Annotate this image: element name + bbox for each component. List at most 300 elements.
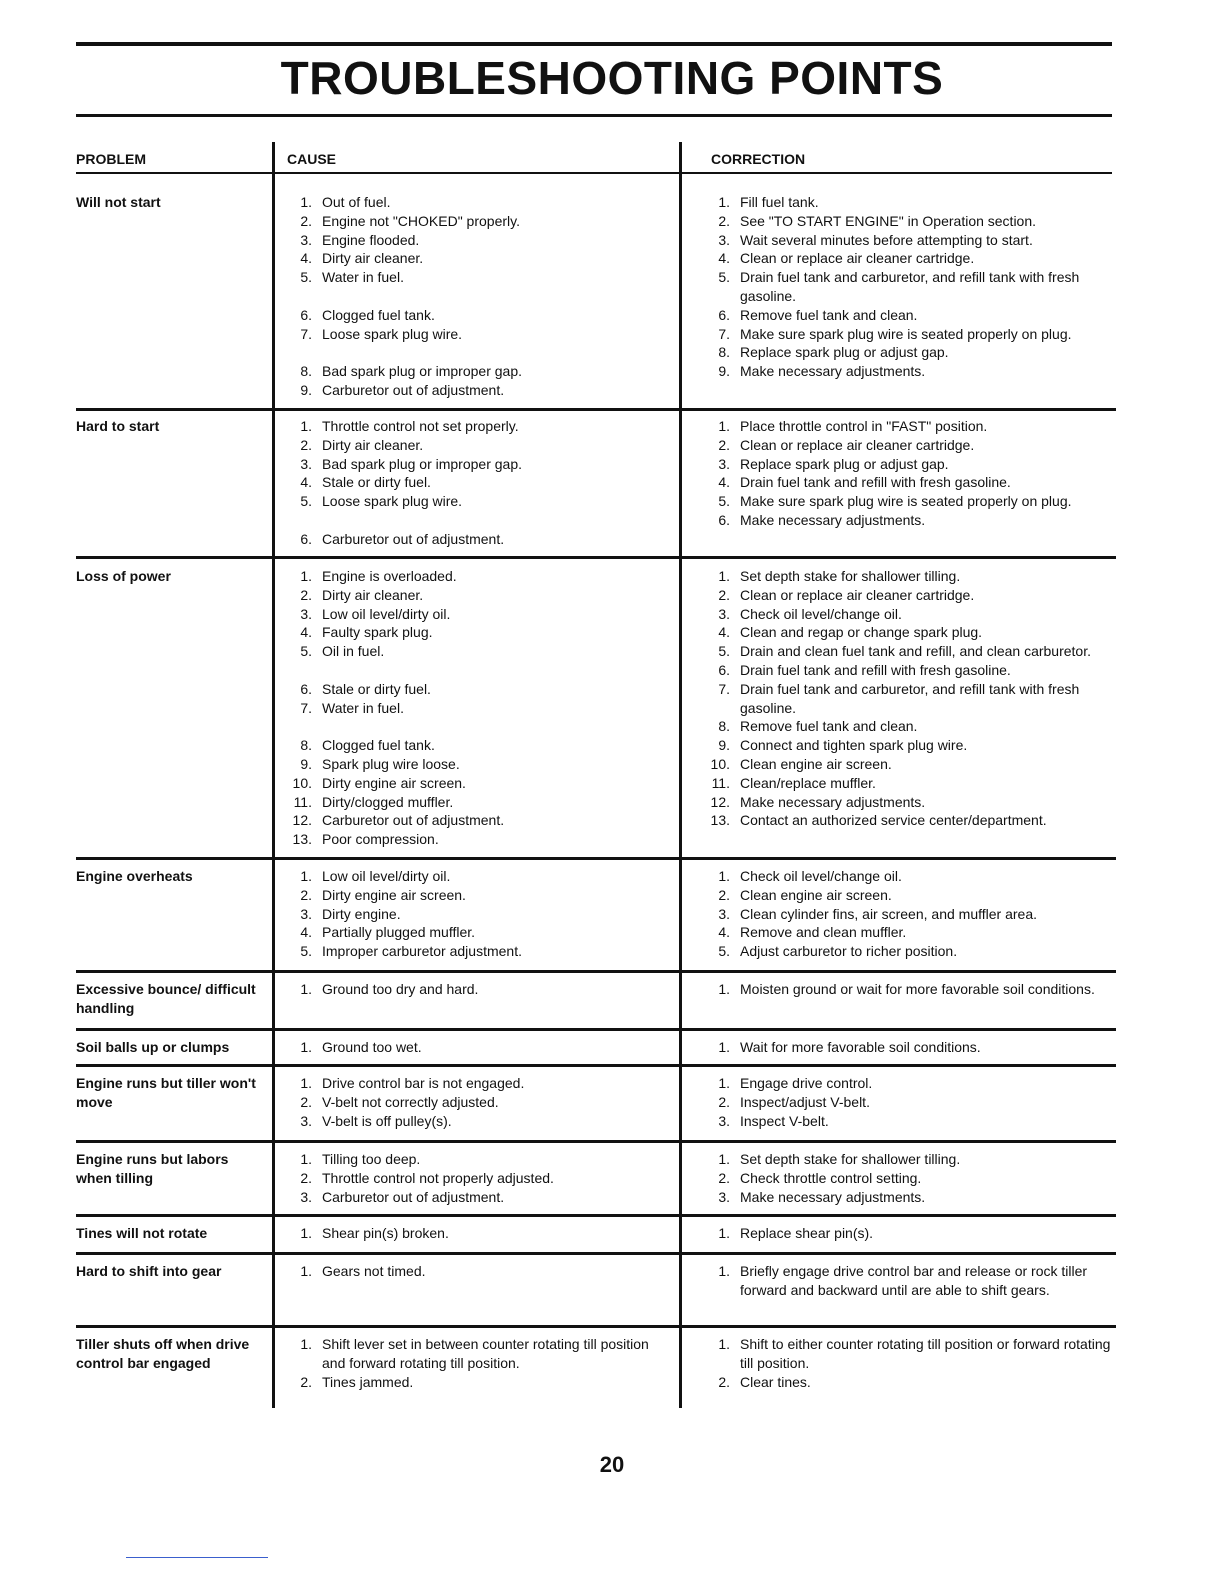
row-rule <box>76 1140 1116 1143</box>
item-number: 2. <box>300 1093 312 1110</box>
item-text: Contact an authorized service center/department. <box>740 812 1047 829</box>
correction-cell <box>704 1335 1114 1391</box>
item-text: Low oil level/dirty oil. <box>322 605 451 622</box>
item-number: 12. <box>292 812 312 829</box>
item-number: 8. <box>718 718 730 735</box>
cause-item <box>286 755 676 774</box>
problem-cell: Engine overheats <box>76 868 193 884</box>
correction-item <box>704 231 1114 250</box>
correction-item <box>704 923 1114 942</box>
item-number: 2. <box>718 436 730 453</box>
cause-item <box>286 436 676 455</box>
correction-item <box>704 1373 1114 1392</box>
cause-item <box>286 417 676 436</box>
item-text: Throttle control not set properly. <box>322 418 519 434</box>
correction-item <box>704 249 1114 268</box>
item-number: 5. <box>300 643 312 660</box>
item-number: 1. <box>300 868 312 884</box>
problem-cell: Excessive bounce/ difficult handling <box>76 981 256 1016</box>
item-number: 1. <box>718 418 730 434</box>
item-text: Carburetor out of adjustment. <box>322 1188 505 1205</box>
table-row <box>76 1028 1116 1064</box>
item-text: Adjust carburetor to richer position. <box>740 943 958 960</box>
item-number: 1. <box>718 1039 730 1055</box>
item-text: Wait several minutes before attempting to start. <box>740 231 1033 248</box>
cause-cell <box>286 980 676 999</box>
item-text: Clean or replace air cleaner cartridge. <box>740 250 975 267</box>
item-number: 4. <box>718 474 730 491</box>
cause-item <box>286 980 676 999</box>
correction-item <box>704 455 1114 474</box>
row-rule <box>76 556 1116 559</box>
item-text: Water in fuel. <box>322 699 404 716</box>
problem-cell: Tines will not rotate <box>76 1225 208 1241</box>
item-text: Carburetor out of adjustment. <box>322 530 505 547</box>
page-number: 20 <box>599 1452 625 1477</box>
item-number: 11. <box>711 774 730 791</box>
cause-item <box>286 680 676 699</box>
item-number: 1. <box>300 1225 312 1241</box>
problem-cell: Engine runs but labors when tilling <box>76 1151 229 1186</box>
cause-item <box>286 623 676 642</box>
item-number: 7. <box>718 680 730 697</box>
item-text: Clogged fuel tank. <box>322 306 435 323</box>
item-text: Make necessary adjustments. <box>740 793 926 810</box>
item-text: Dirty/clogged muffler. <box>322 793 454 810</box>
item-text: Clean cylinder fins, air screen, and muffler area. <box>740 905 1037 922</box>
cause-cell <box>286 867 676 961</box>
item-number: 5. <box>300 269 312 286</box>
correction-cell <box>704 1224 1114 1243</box>
table-row <box>76 176 1116 408</box>
problem-cell: Soil balls up or clumps <box>76 1039 230 1055</box>
item-number: 9. <box>300 381 312 398</box>
cause-cell <box>286 1038 676 1057</box>
item-text: Moisten ground or wait for more favorable soil conditions. <box>740 981 1095 997</box>
title-rule <box>76 114 1112 117</box>
correction-item <box>704 1150 1114 1169</box>
item-text: Replace spark plug or adjust gap. <box>740 455 949 472</box>
item-number: 6. <box>300 680 312 697</box>
item-number: 2. <box>718 586 730 603</box>
item-number: 1. <box>718 1225 730 1241</box>
item-text: Drain and clean fuel tank and refill, and clean carburetor. <box>740 643 1091 660</box>
correction-item <box>704 567 1114 586</box>
row-rule <box>76 857 1116 860</box>
table-row <box>76 970 1116 1028</box>
item-text: Low oil level/dirty oil. <box>322 868 451 884</box>
correction-item <box>704 867 1114 886</box>
item-text: Make necessary adjustments. <box>740 511 926 528</box>
table-row <box>76 556 1116 857</box>
item-text: Drain fuel tank and carburetor, and refill tank with fresh gasoline. <box>740 680 1080 716</box>
correction-item <box>704 1188 1114 1207</box>
header-correction: CORRECTION <box>711 151 806 167</box>
correction-item <box>704 306 1114 325</box>
cause-item <box>286 567 676 586</box>
correction-cell <box>704 1262 1114 1300</box>
cause-item <box>286 1262 676 1281</box>
item-number: 2. <box>718 886 730 903</box>
cause-item <box>286 736 676 755</box>
cause-item <box>286 1335 676 1373</box>
item-text: Dirty air cleaner. <box>322 250 424 267</box>
top-rule <box>76 42 1112 46</box>
item-text: Clear tines. <box>740 1373 811 1390</box>
cause-cell <box>286 1224 676 1243</box>
item-number: 1. <box>718 981 730 997</box>
correction-item <box>704 980 1114 999</box>
table-row <box>76 1325 1116 1415</box>
row-rule <box>76 408 1116 411</box>
correction-item <box>704 774 1114 793</box>
item-text: Poor compression. <box>322 831 439 848</box>
item-number: 7. <box>300 325 312 342</box>
item-text: Out of fuel. <box>322 194 391 210</box>
item-text: Make necessary adjustments. <box>740 363 926 380</box>
item-text: Loose spark plug wire. <box>322 325 463 342</box>
item-number: 2. <box>300 1373 312 1390</box>
item-number: 1. <box>300 1151 312 1167</box>
item-number: 4. <box>300 924 312 941</box>
item-number: 3. <box>718 605 730 622</box>
correction-item <box>704 268 1114 306</box>
cause-cell <box>286 417 676 549</box>
item-text: Faulty spark plug. <box>322 624 433 641</box>
item-text: Briefly engage drive control bar and release or rock tiller forward and backward until are able to shift gears. <box>740 1263 1088 1298</box>
item-number: 4. <box>718 624 730 641</box>
correction-item <box>704 886 1114 905</box>
cause-cell <box>286 1335 676 1391</box>
item-text: Stale or dirty fuel. <box>322 680 431 697</box>
correction-item <box>704 623 1114 642</box>
item-number: 5. <box>300 943 312 960</box>
item-text: Dirty engine air screen. <box>322 886 466 903</box>
correction-cell <box>704 1038 1114 1057</box>
item-text: Shift lever set in between counter rotating till position and forward rotating till position. <box>322 1336 649 1371</box>
item-text: Clean and regap or change spark plug. <box>740 624 983 641</box>
item-number: 2. <box>300 212 312 229</box>
item-text: Dirty engine air screen. <box>322 774 466 791</box>
row-rule <box>76 1064 1116 1067</box>
correction-cell <box>704 867 1114 961</box>
item-text: Water in fuel. <box>322 269 404 286</box>
correction-item <box>704 736 1114 755</box>
item-text: Remove fuel tank and clean. <box>740 718 918 735</box>
item-text: Throttle control not properly adjusted. <box>322 1169 554 1186</box>
cause-item <box>286 1074 676 1093</box>
item-number: 2. <box>300 586 312 603</box>
correction-item <box>704 1335 1114 1373</box>
correction-cell <box>704 1150 1114 1206</box>
item-number: 5. <box>718 943 730 960</box>
correction-item <box>704 511 1114 530</box>
item-number: 10. <box>292 774 312 791</box>
item-text: Replace spark plug or adjust gap. <box>740 344 949 361</box>
item-text: Partially plugged muffler. <box>322 924 476 941</box>
item-number: 11. <box>293 793 312 810</box>
item-text: Remove and clean muffler. <box>740 924 907 941</box>
item-text: Drain fuel tank and refill with fresh gasoline. <box>740 661 1011 678</box>
item-number: 3. <box>718 455 730 472</box>
item-number: 4. <box>300 250 312 267</box>
item-text: Clean engine air screen. <box>740 755 892 772</box>
correction-item <box>704 942 1114 961</box>
correction-item <box>704 343 1114 362</box>
cause-item <box>286 530 676 549</box>
cause-cell <box>286 1150 676 1206</box>
cause-item <box>286 905 676 924</box>
item-text: Remove fuel tank and clean. <box>740 306 918 323</box>
item-text: Fill fuel tank. <box>740 194 819 210</box>
item-text: Check oil level/change oil. <box>740 868 902 884</box>
cause-cell <box>286 567 676 849</box>
cause-item <box>286 699 676 718</box>
correction-item <box>704 1169 1114 1188</box>
correction-item <box>704 793 1114 812</box>
cause-item <box>286 1373 676 1392</box>
cause-cell <box>286 1262 676 1281</box>
correction-item <box>704 586 1114 605</box>
correction-item <box>704 1074 1114 1093</box>
item-number: 2. <box>718 212 730 229</box>
item-text: Replace shear pin(s). <box>740 1225 874 1241</box>
item-number: 1. <box>300 1336 312 1352</box>
item-text: Drive control bar is not engaged. <box>322 1075 525 1091</box>
item-text: V-belt not correctly adjusted. <box>322 1093 499 1110</box>
correction-cell <box>704 567 1114 830</box>
item-text: Engine is overloaded. <box>322 568 457 584</box>
item-number: 10. <box>710 755 730 772</box>
cause-item <box>286 1188 676 1207</box>
item-number: 7. <box>718 325 730 342</box>
cause-item <box>286 231 676 250</box>
cause-item <box>286 212 676 231</box>
cause-item <box>286 942 676 961</box>
item-number: 3. <box>718 1188 730 1205</box>
item-text: Carburetor out of adjustment. <box>322 381 505 398</box>
item-text: Make sure spark plug wire is seated properly on plug. <box>740 325 1072 342</box>
cause-item <box>286 381 676 400</box>
item-text: Stale or dirty fuel. <box>322 474 431 491</box>
cause-item <box>286 193 676 212</box>
header-problem: PROBLEM <box>76 151 146 167</box>
item-number: 1. <box>718 1151 730 1167</box>
item-text: Clean or replace air cleaner cartridge. <box>740 586 975 603</box>
page-title: TROUBLESHOOTING POINTS <box>280 52 944 104</box>
row-rule <box>76 970 1116 973</box>
item-number: 4. <box>300 474 312 491</box>
table-row <box>76 1252 1116 1325</box>
correction-item <box>704 325 1114 344</box>
item-text: Bad spark plug or improper gap. <box>322 455 522 472</box>
correction-cell <box>704 1074 1114 1130</box>
row-rule <box>76 1325 1116 1328</box>
item-number: 1. <box>300 1075 312 1091</box>
item-number: 12. <box>710 793 730 810</box>
item-text: Wait for more favorable soil conditions. <box>740 1039 981 1055</box>
correction-item <box>704 362 1114 381</box>
item-number: 4. <box>718 250 730 267</box>
item-text: Ground too dry and hard. <box>322 981 479 997</box>
item-number: 3. <box>718 1112 730 1129</box>
item-text: Place throttle control in "FAST" position. <box>740 418 988 434</box>
correction-item <box>704 212 1114 231</box>
item-text: Carburetor out of adjustment. <box>322 812 505 829</box>
correction-item <box>704 1112 1114 1131</box>
problem-cell: Hard to start <box>76 418 160 434</box>
item-text: Clean or replace air cleaner cartridge. <box>740 436 975 453</box>
item-number: 1. <box>300 418 312 434</box>
item-number: 9. <box>718 737 730 754</box>
cause-item <box>286 306 676 325</box>
correction-item <box>704 492 1114 511</box>
problem-cell: Loss of power <box>76 568 171 584</box>
item-number: 13. <box>292 831 312 848</box>
cause-item <box>286 1150 676 1169</box>
item-text: Ground too wet. <box>322 1039 422 1055</box>
item-text: Tilling too deep. <box>322 1151 421 1167</box>
table-row <box>76 408 1116 556</box>
correction-cell <box>704 193 1114 381</box>
item-number: 1. <box>718 568 730 584</box>
correction-item <box>704 605 1114 624</box>
item-number: 3. <box>300 231 312 248</box>
row-rule <box>76 1252 1116 1255</box>
correction-cell <box>704 417 1114 530</box>
item-number: 1. <box>718 868 730 884</box>
item-text: Inspect V-belt. <box>740 1112 829 1129</box>
item-number: 6. <box>300 530 312 547</box>
cause-item <box>286 268 676 287</box>
item-number: 3. <box>718 905 730 922</box>
item-number: 5. <box>718 269 730 286</box>
item-number: 5. <box>718 493 730 510</box>
row-rule <box>76 1214 1116 1217</box>
correction-item <box>704 680 1114 718</box>
item-text: Shear pin(s) broken. <box>322 1225 449 1241</box>
item-text: Engage drive control. <box>740 1075 873 1091</box>
correction-item <box>704 1093 1114 1112</box>
item-number: 1. <box>300 568 312 584</box>
item-text: See "TO START ENGINE" in Operation section. <box>740 212 1037 229</box>
correction-item <box>704 1038 1114 1057</box>
correction-item <box>704 1262 1114 1300</box>
table-row <box>76 1140 1116 1214</box>
item-text: Check oil level/change oil. <box>740 605 902 622</box>
row-rule <box>76 1028 1116 1031</box>
item-text: Improper carburetor adjustment. <box>322 943 522 960</box>
item-text: Spark plug wire loose. <box>322 755 460 772</box>
item-number: 1. <box>300 1263 312 1279</box>
cause-item <box>286 249 676 268</box>
item-number: 3. <box>718 231 730 248</box>
item-number: 2. <box>718 1169 730 1186</box>
item-text: Oil in fuel. <box>322 643 385 660</box>
item-text: Loose spark plug wire. <box>322 493 463 510</box>
item-text: Clogged fuel tank. <box>322 737 435 754</box>
item-number: 6. <box>718 306 730 323</box>
item-text: Make sure spark plug wire is seated properly on plug. <box>740 493 1072 510</box>
correction-cell <box>704 980 1114 999</box>
item-number: 8. <box>300 363 312 380</box>
cause-item <box>286 1112 676 1131</box>
item-text: Check throttle control setting. <box>740 1169 922 1186</box>
item-number: 3. <box>300 605 312 622</box>
cause-item <box>286 362 676 381</box>
cause-cell <box>286 1074 676 1130</box>
cause-item <box>286 605 676 624</box>
table-row <box>76 857 1116 970</box>
item-number: 1. <box>300 1039 312 1055</box>
item-number: 2. <box>300 886 312 903</box>
cause-item <box>286 867 676 886</box>
item-text: Dirty engine. <box>322 905 401 922</box>
item-text: Clean/replace muffler. <box>740 774 876 791</box>
item-number: 3. <box>300 455 312 472</box>
item-text: Clean engine air screen. <box>740 886 892 903</box>
item-number: 4. <box>300 624 312 641</box>
item-text: Engine flooded. <box>322 231 420 248</box>
cause-item <box>286 811 676 830</box>
item-number: 2. <box>718 1093 730 1110</box>
item-text: Engine not "CHOKED" properly. <box>322 212 520 229</box>
correction-item <box>704 417 1114 436</box>
item-text: V-belt is off pulley(s). <box>322 1112 452 1129</box>
item-text: Connect and tighten spark plug wire. <box>740 737 968 754</box>
item-text: Make necessary adjustments. <box>740 1188 926 1205</box>
header-cause: CAUSE <box>287 151 337 167</box>
problem-cell: Will not start <box>76 194 161 210</box>
item-number: 3. <box>300 1188 312 1205</box>
problem-cell: Engine runs but tiller won't move <box>76 1075 256 1110</box>
item-number: 3. <box>300 905 312 922</box>
table-row <box>76 1214 1116 1252</box>
item-number: 9. <box>718 363 730 380</box>
correction-item <box>704 1224 1114 1243</box>
item-text: Gears not timed. <box>322 1263 426 1279</box>
correction-item <box>704 642 1114 661</box>
cause-item <box>286 586 676 605</box>
cause-item <box>286 830 676 849</box>
problem-cell: Hard to shift into gear <box>76 1263 222 1279</box>
item-number: 1. <box>300 981 312 997</box>
cause-item <box>286 642 676 661</box>
item-number: 7. <box>300 699 312 716</box>
cause-item <box>286 455 676 474</box>
cause-item <box>286 774 676 793</box>
item-number: 8. <box>718 344 730 361</box>
item-number: 8. <box>300 737 312 754</box>
table-row <box>76 1064 1116 1140</box>
item-number: 9. <box>300 755 312 772</box>
item-number: 1. <box>718 1336 730 1352</box>
item-number: 1. <box>300 194 312 210</box>
problem-cell: Tiller shuts off when drive control bar engaged <box>76 1336 250 1371</box>
cause-item <box>286 325 676 344</box>
item-text: Dirty air cleaner. <box>322 586 424 603</box>
correction-item <box>704 905 1114 924</box>
correction-item <box>704 193 1114 212</box>
item-text: Inspect/adjust V-belt. <box>740 1093 870 1110</box>
cause-item <box>286 1038 676 1057</box>
item-number: 5. <box>718 643 730 660</box>
item-number: 2. <box>718 1373 730 1390</box>
correction-item <box>704 661 1114 680</box>
item-number: 1. <box>718 1075 730 1091</box>
header-rule <box>76 172 1112 174</box>
cause-item <box>286 1224 676 1243</box>
